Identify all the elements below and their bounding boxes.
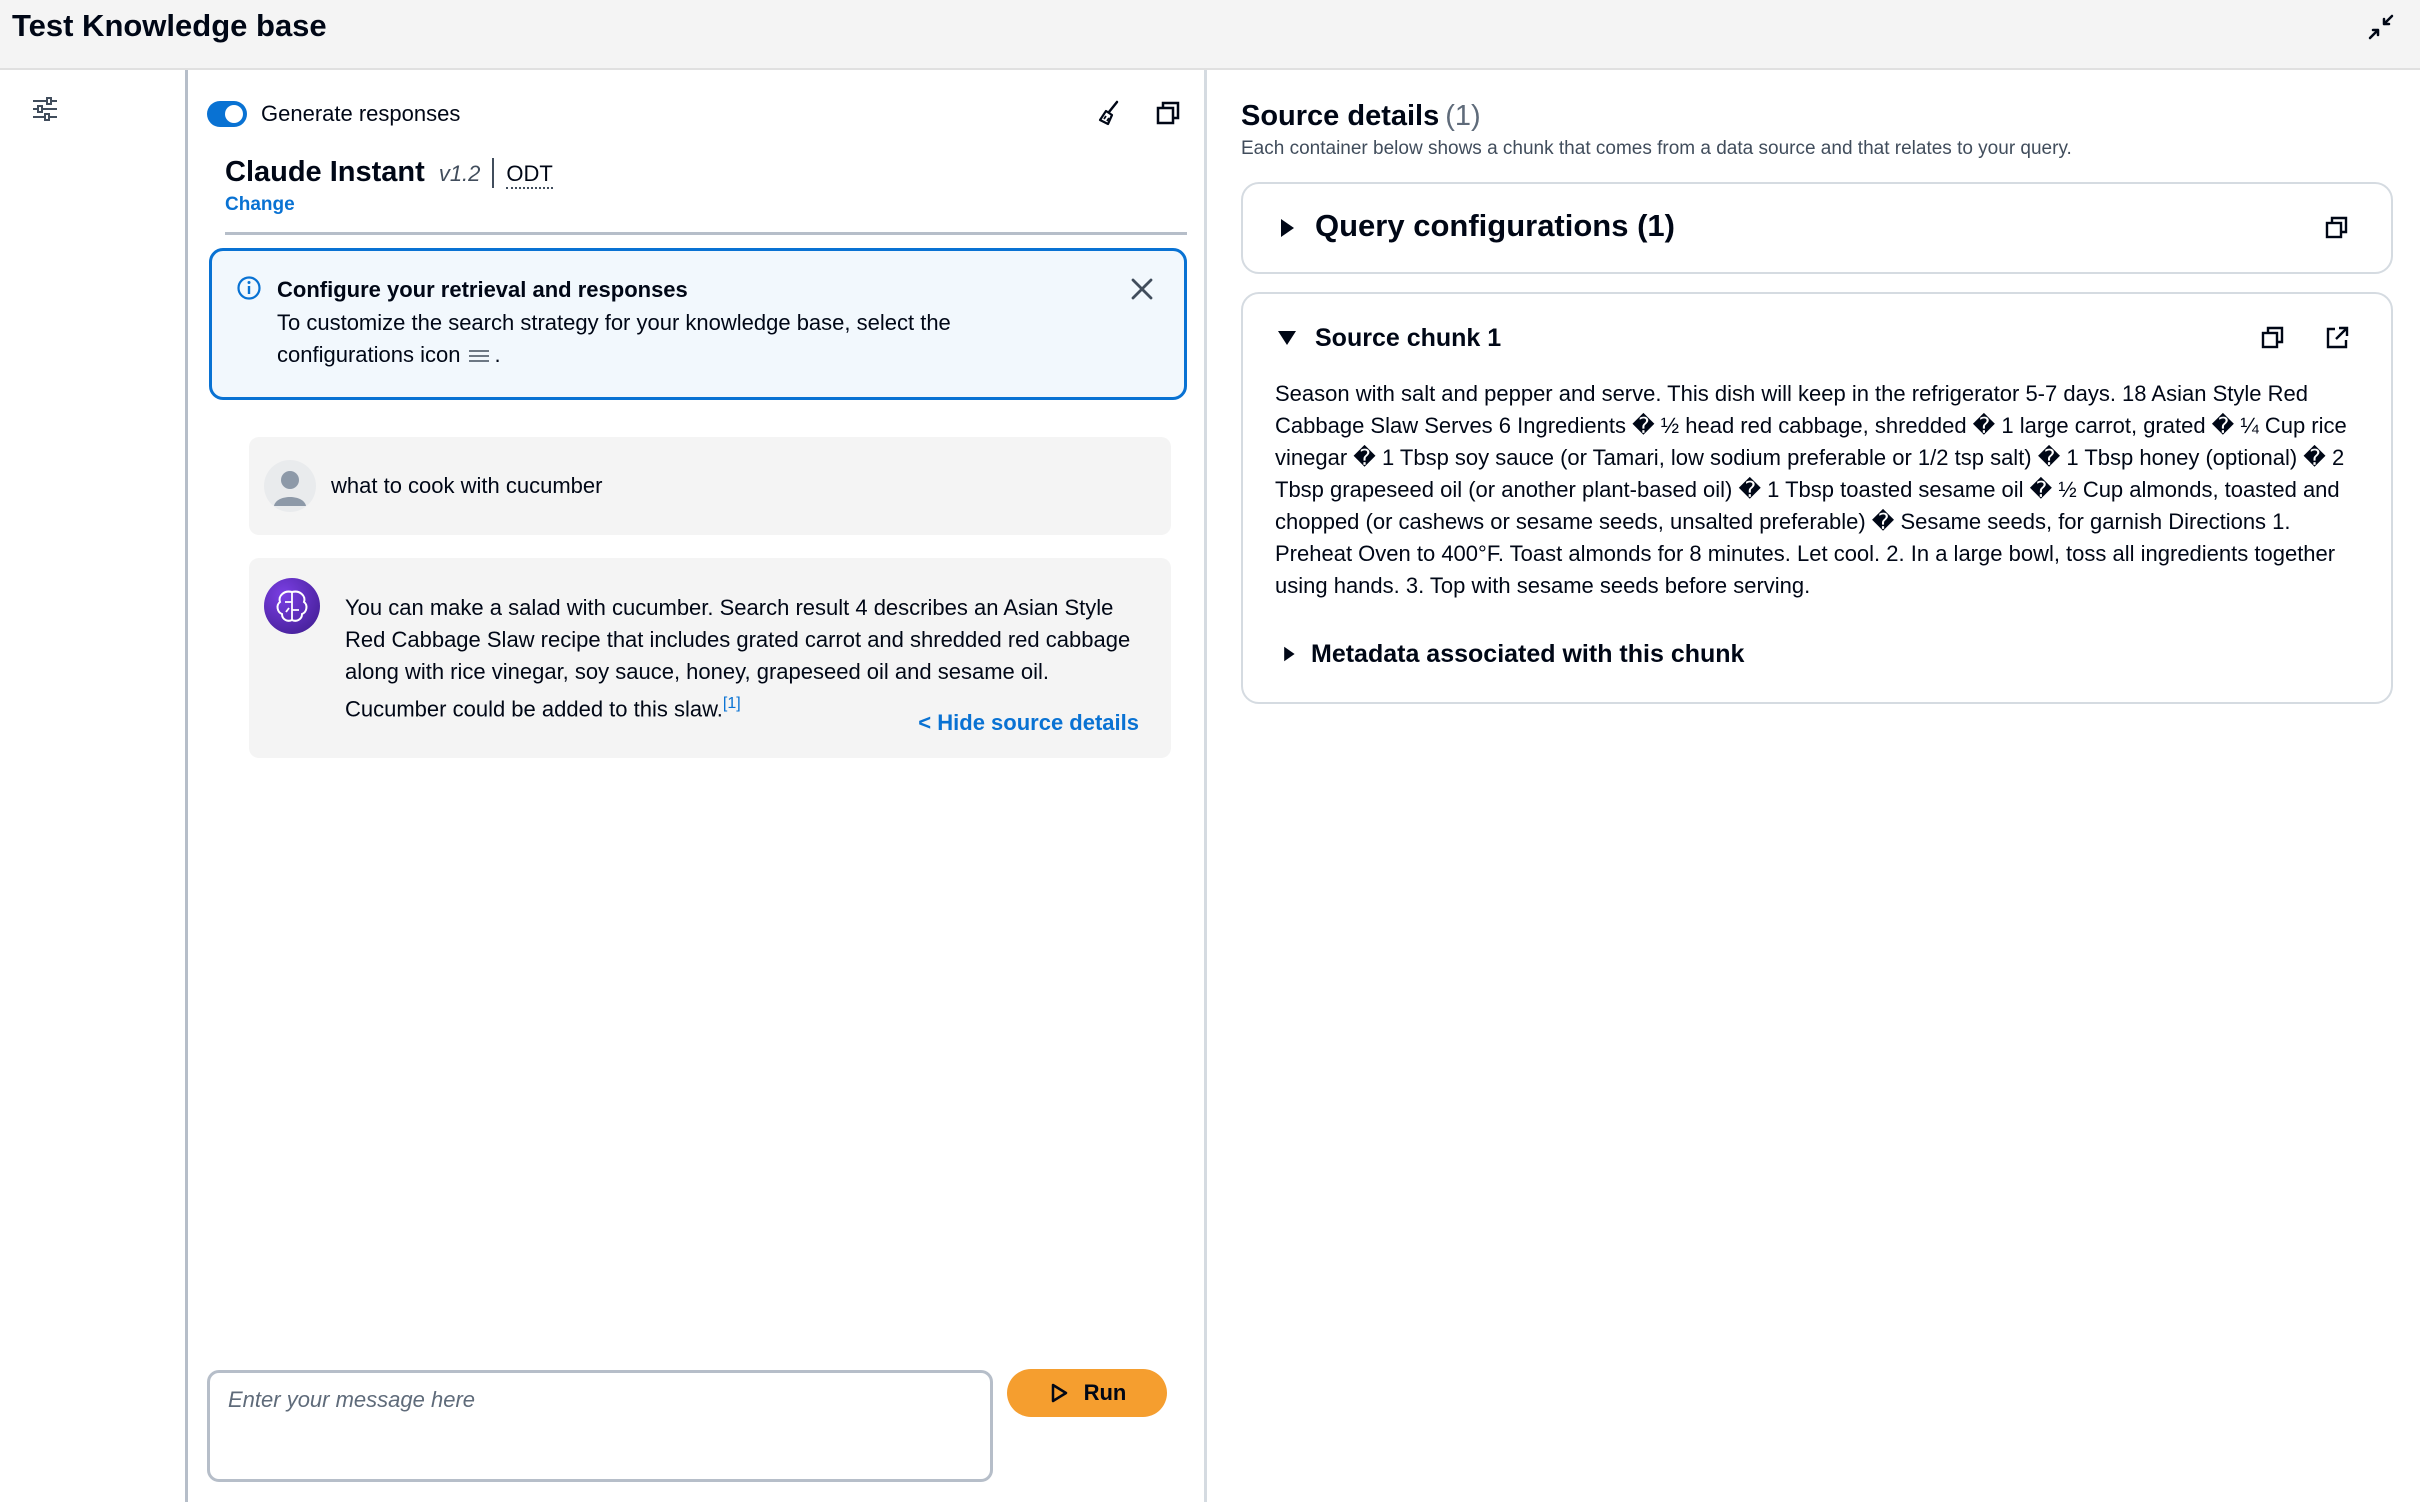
alert-body-text: To customize the search strategy for your knowledge base, select the configurations icon xyxy=(277,310,951,367)
copy-icon[interactable] xyxy=(2323,214,2351,242)
copy-icon[interactable] xyxy=(1153,98,1183,128)
source-details-description: Each container below shows a chunk that comes from a data source and that relates to your query. xyxy=(1241,138,2072,159)
metadata-title[interactable]: Metadata associated with this chunk xyxy=(1311,640,1745,668)
caret-right-icon[interactable] xyxy=(1281,646,1297,662)
source-details-panel xyxy=(1210,70,2420,1502)
source-details-heading: Source details xyxy=(1241,100,1440,132)
bot-avatar xyxy=(264,578,320,634)
external-link-icon[interactable] xyxy=(2323,324,2351,352)
source-chunk-text: Season with salt and pepper and serve. This dish will keep in the refrigerator 5-7 days. 18 Asian Style Red Cabbage Slaw Serves 6 Ingredients � ½ head red cabbage, shredded � 1 large carrot, grated � ¼ Cup rice vinegar � 1 Tbsp soy sauce (or Tamari, low sodium preferable or 1/2 tsp salt) � 1 Tbsp honey (optional) � 2 Tbsp grapeseed oil (or another plant-based oil) � 1 Tbsp toasted sesame oil � ½ Cup almonds, toasted and chopped (or cashews or sesame seeds, unsalted preferable) � Sesame seeds, for garnish Directions 1. Preheat Oven to 400°F. Toast almonds for 8 minutes. Let cool. 2. In a large bowl, toss all ingredients together using hands. 3. Top with sesame seeds before serving. xyxy=(1275,381,2347,598)
chat-panel xyxy=(191,70,1207,1502)
user-message-text: what to cook with cucumber xyxy=(331,473,603,498)
generate-responses-row xyxy=(207,98,460,130)
collapse-arrows-icon[interactable] xyxy=(2366,12,2396,42)
caret-right-icon[interactable] xyxy=(1277,218,1297,238)
page-title: Test Knowledge base xyxy=(12,8,327,43)
bot-message xyxy=(249,558,1171,758)
sliders-icon[interactable] xyxy=(30,94,60,124)
generate-responses-toggle[interactable] xyxy=(207,101,247,127)
user-message xyxy=(249,437,1171,535)
run-button-label: Run xyxy=(1083,1380,1127,1405)
source-chunk-title[interactable]: Source chunk 1 xyxy=(1315,324,1502,352)
copy-icon[interactable] xyxy=(2259,324,2287,352)
model-divider xyxy=(225,232,1187,235)
model-version: v1.2 xyxy=(438,161,481,186)
brain-icon xyxy=(264,578,320,634)
broom-icon[interactable] xyxy=(1095,98,1125,128)
model-info xyxy=(225,156,553,189)
change-model-link[interactable]: Change xyxy=(225,194,295,215)
bot-message-body: You can make a salad with cucumber. Search result 4 describes an Asian Style Red Cabbage Slaw recipe that includes grated carrot and shredded red cabbage along with rice vinegar, soy sauce, honey, grapeseed oil and sesame oil. Cucumber could be added to this slaw. xyxy=(345,595,1131,722)
run-button[interactable] xyxy=(1007,1369,1167,1417)
alert-body-end: . xyxy=(494,342,501,367)
bot-message-text xyxy=(345,592,1135,725)
citation-link[interactable]: [1] xyxy=(722,695,741,712)
info-alert xyxy=(209,248,1187,400)
top-bar xyxy=(0,0,2420,70)
alert-body xyxy=(277,307,1037,371)
play-icon xyxy=(1048,1382,1070,1404)
model-separator xyxy=(492,158,494,188)
query-configurations-title[interactable]: Query configurations (1) xyxy=(1315,208,1675,243)
query-configurations-card xyxy=(1241,182,2393,274)
caret-down-icon[interactable] xyxy=(1277,328,1297,348)
model-tag[interactable]: ODT xyxy=(506,161,552,189)
source-details-count: (1) xyxy=(1445,100,1481,132)
message-input-box xyxy=(207,1370,993,1482)
generate-responses-label: Generate responses xyxy=(261,101,461,126)
close-icon[interactable] xyxy=(1128,275,1156,303)
user-avatar-icon xyxy=(264,460,316,512)
model-name: Claude Instant xyxy=(225,156,425,188)
source-chunk-card xyxy=(1241,292,2393,704)
info-icon xyxy=(236,275,262,301)
alert-title: Configure your retrieval and responses xyxy=(277,277,688,302)
user-avatar xyxy=(264,460,316,512)
hide-source-details-link[interactable]: < Hide source details xyxy=(918,710,1139,735)
message-input[interactable] xyxy=(210,1373,990,1479)
source-details-title xyxy=(1241,100,1481,133)
sliders-icon xyxy=(468,348,490,364)
config-rail xyxy=(0,70,188,1502)
